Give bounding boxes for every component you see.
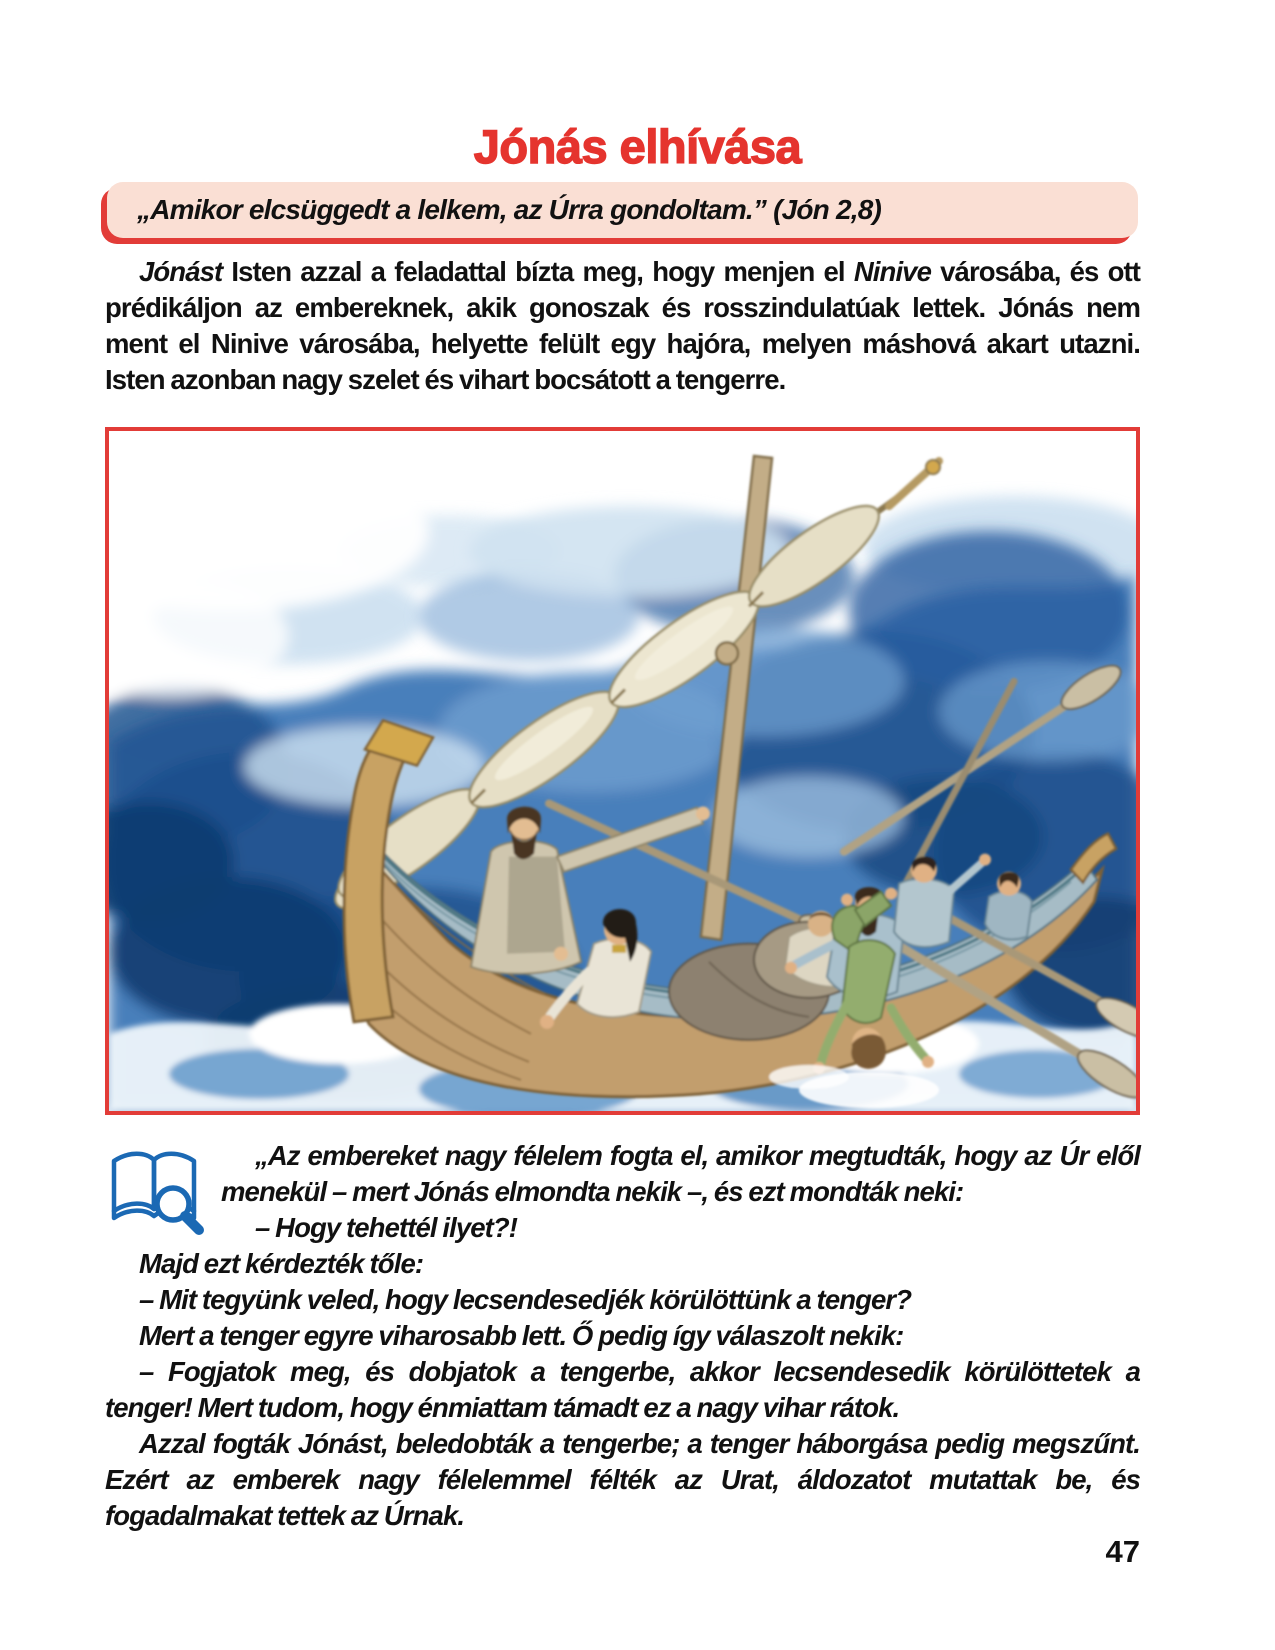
memory-verse-box xyxy=(107,182,1138,238)
scripture-paragraph: „Az embereket nagy félelem fogta el, amikor megtudták, hogy az Úr elől menekül – mert Jónás elmondta nekik –, és ezt mondták neki: xyxy=(221,1140,1140,1207)
storm-boat-illustration xyxy=(105,427,1140,1115)
intro-text-a: Isten azzal a feladattal bízta meg, hogy menjen el xyxy=(222,256,854,287)
intro-lead-word: Jónást xyxy=(139,256,223,287)
page-number: 47 xyxy=(1105,1534,1140,1569)
scripture-paragraph: Majd ezt kérdezték tőle: xyxy=(139,1248,424,1279)
memory-verse-text: „Amikor elcsüggedt a lelkem, az Úrra gondoltam.” (Jón 2,8) xyxy=(137,194,882,225)
open-book-magnifier-icon xyxy=(107,1146,207,1238)
intro-text-b: városába, és ott prédikáljon az embereknek, akik gonoszak és rosszindulatúak lettek. Jónás nem ment el Ninive városába, helyette felült egy hajóra, melyen máshová akart utazni. Isten azonban nagy szelet és vihart bocsátott a tengerre. xyxy=(105,256,1141,395)
scripture-paragraph: Mert a tenger egyre viharosabb lett. Ő pedig így válaszolt nekik: xyxy=(139,1320,904,1351)
intro-text xyxy=(105,254,1140,398)
page-title: Jónás elhívása xyxy=(473,120,802,174)
intro-place-word: Ninive xyxy=(853,256,931,287)
scripture-paragraph: – Hogy tehettél ilyet?! xyxy=(255,1212,518,1243)
open-book-magnifier-svg xyxy=(107,1146,207,1238)
intro-paragraph xyxy=(105,254,1140,398)
scripture-reading-block xyxy=(105,1138,1140,1534)
storm-boat-illustration-svg xyxy=(109,431,1136,1111)
scripture-paragraph: – Mit tegyünk veled, hogy lecsendesedjék körülöttünk a tenger? xyxy=(139,1284,912,1315)
scripture-paragraph: – Fogjatok meg, és dobjatok a tengerbe, akkor lecsendesedik körülöttetek a tenger! Mert tudom, hogy énmiattam támadt ez a nagy vihar rátok. xyxy=(105,1356,1140,1423)
scripture-paragraph: Azzal fogták Jónást, beledobták a tengerbe; a tenger háborgása pedig megszűnt. Ezért az emberek nagy félelemmel félték az Urat, áldozatot mutattak be, és fogadalmakat tettek az Úrnak. xyxy=(105,1428,1140,1531)
